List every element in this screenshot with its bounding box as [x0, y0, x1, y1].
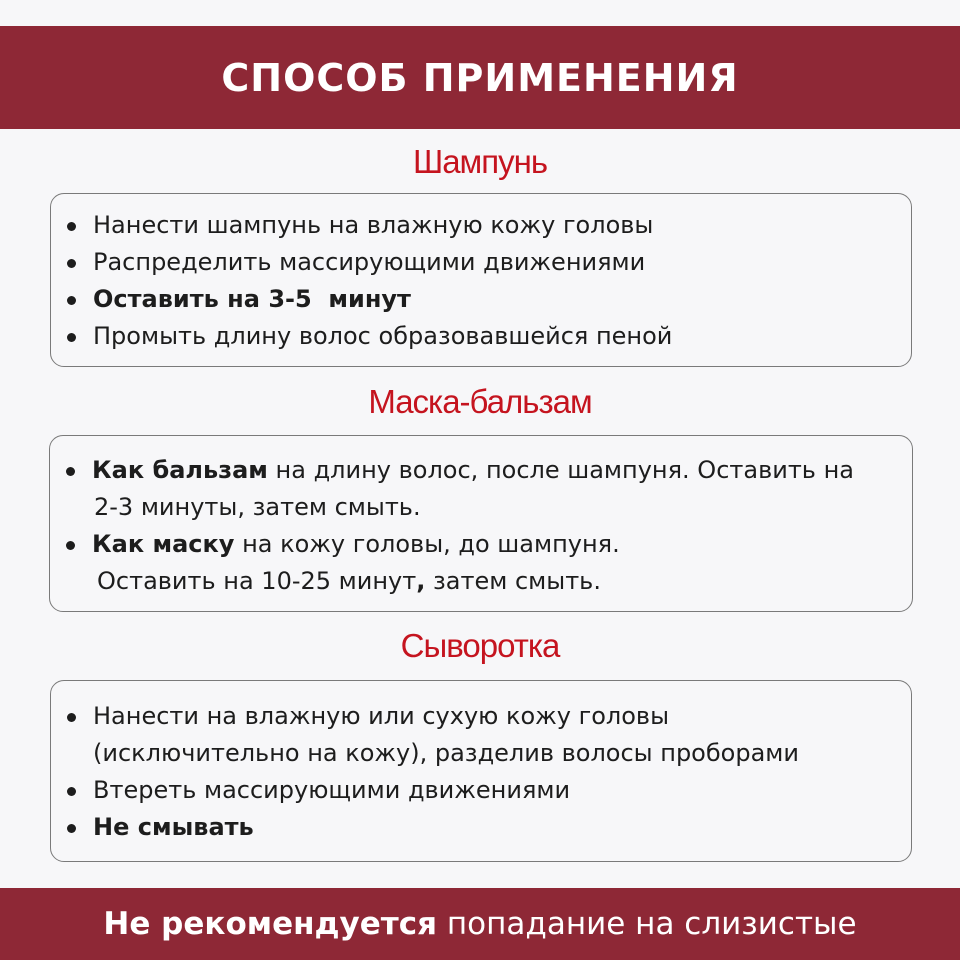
bullet-icon — [67, 824, 76, 833]
section-title-serum: Сыворотка — [400, 627, 560, 664]
shampoo-list — [51, 207, 911, 355]
list-item: Не смывать — [51, 809, 911, 846]
bullet-icon — [67, 296, 76, 305]
section-title-mask: Маска-бальзам — [368, 383, 592, 420]
footer-text: Не рекомендуется попадание на слизистые — [103, 906, 857, 942]
bullet-icon — [66, 541, 75, 550]
bullet-icon — [66, 467, 75, 476]
list-item: Втереть массирующими движениями — [51, 772, 911, 809]
section-title-shampoo: Шампунь — [412, 143, 548, 180]
footer-banner — [0, 888, 960, 960]
bullet-icon — [67, 259, 76, 268]
list-item: Как бальзам на длину волос, после шампуня. Оставить на — [50, 452, 912, 489]
list-item: Нанести шампунь на влажную кожу головы — [51, 207, 911, 244]
card-mask — [49, 435, 913, 612]
bullet-icon — [67, 787, 76, 796]
bullet-icon — [67, 713, 76, 722]
list-item-continuation: (исключительно на кожу), разделив волосы проборами — [93, 739, 799, 767]
header-banner — [0, 26, 960, 129]
list-item: Оставить на 3-5 минут — [51, 281, 911, 318]
list-item: Нанести на влажную или сухую кожу головы — [51, 698, 911, 735]
list-item: Как маску на кожу головы, до шампуня. — [50, 526, 912, 563]
bullet-icon — [67, 333, 76, 342]
list-item-continuation: Оставить на 10-25 минут, затем смыть. — [97, 567, 601, 595]
list-item-continuation: 2-3 минуты, затем смыть. — [94, 493, 421, 521]
card-shampoo — [50, 193, 912, 367]
card-serum — [50, 680, 912, 862]
bullet-icon — [67, 222, 76, 231]
list-item: Распределить массирующими движениями — [51, 244, 911, 281]
page-title: СПОСОБ ПРИМЕНЕНИЯ — [221, 55, 739, 100]
serum-list — [51, 698, 911, 846]
list-item: Промыть длину волос образовавшейся пеной — [51, 318, 911, 355]
mask-list — [50, 452, 912, 600]
